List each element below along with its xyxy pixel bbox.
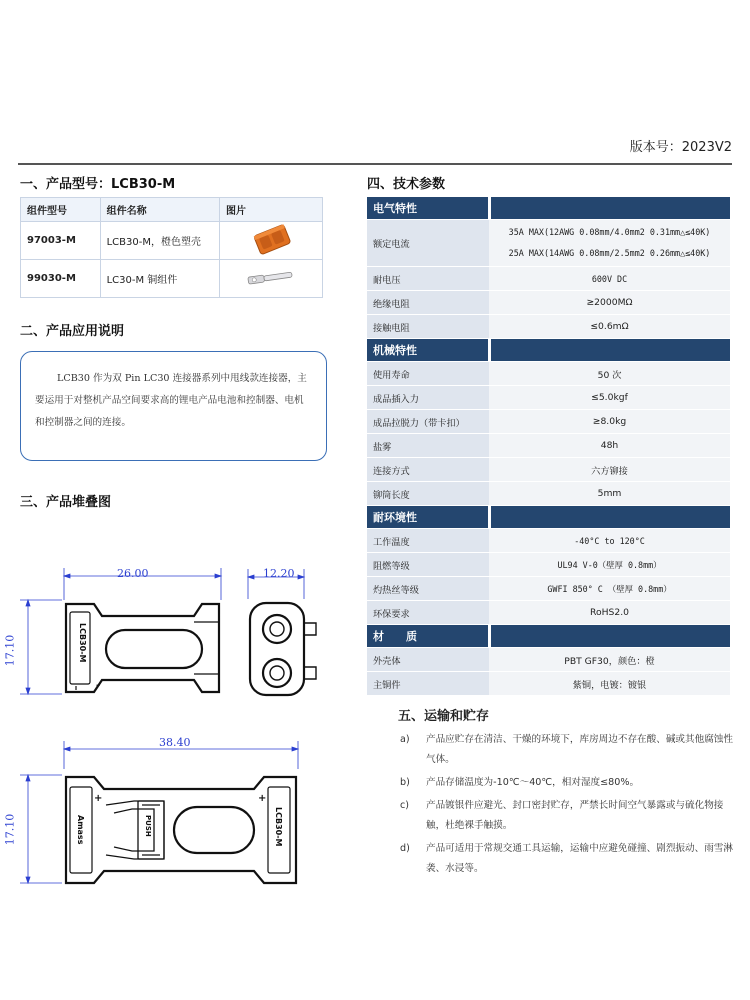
param-key: 成品拉脱力（带卡扣） bbox=[367, 410, 489, 434]
param-key: 盐雾 bbox=[367, 434, 489, 458]
application-description: LCB30 作为双 Pin LC30 连接器系列中甩线款连接器，主要运用于对整机产品空间要求高的锂电产品电池和控制器、电机和控制器之间的连接。 bbox=[20, 351, 327, 461]
dim-end-width: 12.20 bbox=[263, 567, 295, 580]
list-item: d) 产品可适用于常规交通工具运输，运输中应避免碰撞、剧烈振动、雨雪淋袭、水浸等。 bbox=[400, 843, 733, 874]
param-key: 阻燃等级 bbox=[367, 553, 489, 577]
param-value: PBT GF30，颜色：橙 bbox=[489, 648, 730, 672]
list-item: b) 产品存储温度为-10℃～40℃，相对湿度≤80%。 bbox=[400, 777, 640, 788]
logo-mark: LCB30-M bbox=[78, 623, 87, 663]
side-view-drawing bbox=[14, 735, 324, 895]
dim-side-length: 38.40 bbox=[159, 736, 191, 749]
table-row bbox=[21, 222, 323, 260]
storage-list bbox=[400, 730, 735, 882]
end-view-drawing bbox=[240, 565, 330, 700]
param-value: 5mm bbox=[489, 482, 730, 506]
param-value: -40°C to 120°C bbox=[489, 529, 730, 553]
component-name: LC30-M 铜组件 bbox=[100, 260, 219, 298]
section-5-title: 五、运输和贮存 bbox=[398, 709, 490, 724]
rated-current-1: 35A MAX(12AWG 0.08mm/4.0mm2 0.31mm△≤40K) bbox=[508, 227, 711, 237]
param-key: 绝缘电阻 bbox=[367, 291, 489, 315]
minus-mark: - bbox=[96, 680, 101, 691]
col-header-image: 图片 bbox=[220, 198, 323, 222]
section-electrical: 电气特性 bbox=[367, 197, 489, 220]
param-value: ≤5.0kgf bbox=[489, 386, 730, 410]
logo-mark-2: LCB30-M bbox=[274, 807, 283, 847]
dim-top-width: 26.00 bbox=[117, 567, 149, 580]
list-item: c) 产品镀银件应避光、封口密封贮存，严禁长时间空气暴露或与硫化物接触，杜绝裸手触摸。 bbox=[400, 800, 724, 831]
param-value: ≤0.6mΩ bbox=[489, 315, 730, 339]
param-key: 工作温度 bbox=[367, 529, 489, 553]
param-key: 使用寿命 bbox=[367, 362, 489, 386]
param-value: UL94 V-0（壁厚 0.8mm） bbox=[489, 553, 730, 577]
param-value: ≥2000MΩ bbox=[489, 291, 730, 315]
param-key: 环保要求 bbox=[367, 601, 489, 625]
param-value: 48h bbox=[489, 434, 730, 458]
param-value: GWFI 850° C （壁厚 0.8mm） bbox=[489, 577, 730, 601]
param-key: 主铜件 bbox=[367, 672, 489, 696]
param-key: 灼热丝等级 bbox=[367, 577, 489, 601]
tech-params-table bbox=[367, 197, 730, 696]
version-number: 版本号：2023V2 bbox=[629, 140, 732, 155]
component-name: LCB30-M，橙色塑壳 bbox=[100, 222, 219, 260]
param-key: 外壳体 bbox=[367, 648, 489, 672]
section-environment: 耐环境性 bbox=[367, 506, 489, 529]
rated-current-2: 25A MAX(14AWG 0.08mm/2.5mm2 0.26mm△≤40K) bbox=[508, 248, 711, 258]
param-value: 紫铜，电镀：镀银 bbox=[489, 672, 730, 696]
col-header-code: 组件型号 bbox=[21, 198, 101, 222]
section-material: 材 质 bbox=[367, 625, 489, 648]
header-divider bbox=[18, 163, 732, 165]
svg-text:+: + bbox=[94, 793, 103, 804]
param-key: 额定电流 bbox=[367, 220, 489, 267]
col-header-name: 组件名称 bbox=[100, 198, 219, 222]
component-code: 99030-M bbox=[21, 260, 101, 298]
section-2-title: 二、产品应用说明 bbox=[20, 324, 125, 339]
param-value: ≥8.0kg bbox=[489, 410, 730, 434]
param-value: 600V DC bbox=[489, 267, 730, 291]
param-value bbox=[489, 220, 730, 267]
list-item: a) 产品应贮存在清洁、干燥的环境下，库房周边不存在酸、碱或其他腐蚀性气体。 bbox=[400, 734, 733, 765]
param-key: 成品插入力 bbox=[367, 386, 489, 410]
amass-mark: Amass bbox=[76, 815, 85, 845]
orange-shell-image bbox=[220, 222, 323, 260]
svg-text:+: + bbox=[258, 793, 267, 804]
section-1-title: 一、产品型号：LCB30-M bbox=[20, 177, 176, 192]
dim-side-height: 17.10 bbox=[3, 813, 17, 846]
param-key: 接触电阻 bbox=[367, 315, 489, 339]
component-code: 97003-M bbox=[21, 222, 101, 260]
param-key: 耐电压 bbox=[367, 267, 489, 291]
section-4-title: 四、技术参数 bbox=[367, 177, 446, 192]
param-value: 六方铆接 bbox=[489, 458, 730, 482]
dim-top-height: 17.10 bbox=[3, 634, 17, 667]
section-3-title: 三、产品堆叠图 bbox=[20, 495, 112, 510]
section-mechanical: 机械特性 bbox=[367, 339, 489, 362]
push-mark: PUSH bbox=[144, 815, 152, 837]
table-row bbox=[21, 260, 323, 298]
component-table bbox=[20, 197, 323, 298]
param-value: 50 次 bbox=[489, 362, 730, 386]
param-key: 铆筒长度 bbox=[367, 482, 489, 506]
param-key: 连接方式 bbox=[367, 458, 489, 482]
param-value: RoHS2.0 bbox=[489, 601, 730, 625]
copper-pin-image bbox=[220, 260, 323, 298]
